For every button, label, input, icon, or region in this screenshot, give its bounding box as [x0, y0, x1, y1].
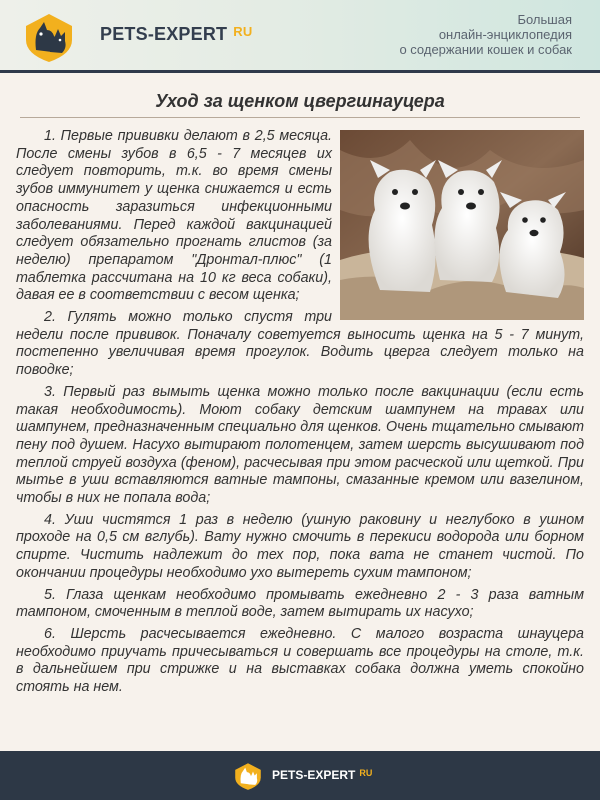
article-paragraph: 5. Глаза щенкам необходимо промывать ежедневно 2 - 3 раза ватным тампоном, смоченным в теплой воде, затем вытирать их насухо;: [16, 586, 584, 621]
article-paragraph: 2. Гулять можно только спустя три недели после прививок. Поначалу советуется выносить щенка на 5 - 7 минут, постепенно увеличивая время прогулок. Водить цверга следует только на поводке;: [16, 309, 584, 379]
title-divider: [20, 117, 580, 118]
brand-name: PETS-EXPERT: [100, 24, 228, 44]
site-tagline: [399, 12, 572, 57]
tagline-line: онлайн-энциклопедия: [438, 27, 572, 42]
site-brand[interactable]: [100, 24, 252, 45]
footer-brand-suffix: RU: [359, 768, 373, 778]
cat-dog-logo-icon[interactable]: [22, 10, 76, 64]
cat-dog-logo-icon[interactable]: [233, 761, 263, 791]
brand-suffix: RU: [233, 24, 253, 39]
article-body: [16, 128, 584, 701]
article-paragraph: 1. Первые прививки делают в 2,5 месяца. После смены зубов в 6,5 - 7 месяцев их следует повторить, т.к. во время смены зубов иммунитет у щенка снижается и есть опасность заразиться инфекционными заболеваниями. Перед каждой вакцинацией следует обязательно прогнать глистов (за неделю) препаратом "Дронтал-плюс" (1 таблетка рассчитана на 10 кг веса собаки), давая ее в соответствии с весом щенка;: [16, 128, 332, 304]
article-title: Уход за щенком цвергшнауцера: [155, 91, 445, 111]
article-paragraph: 3. Первый раз вымыть щенка можно только после вакцинации (если есть такая необходимость). Моют собаку детским шампунем на травах или шампунем, предназначенным специально для щенков. Очень тщательно смывают пену под душем. Насухо вытирают полотенцем, затем шерсть высушивают под теплой струей воздуха (феном), расчесывая при этом расческой или щеткой. При мытье в уши вставляются ватные тампоны, смазанные кремом или вазелином, чтобы в них не попала вода;: [16, 383, 584, 507]
site-footer: [0, 751, 600, 800]
site-header: [0, 0, 600, 73]
article-paragraph: 4. Уши чистятся 1 раз в неделю (ушную раковину и неглубоко в ушном проходе на 0,5 см вглубь). Вату нужно смочить в перекиси водорода или борном спирте. Чистить надлежит до тех пор, пока вата не станет чистой. По окончании процедуры необходимо ухо вытереть сухим тампоном;: [16, 511, 584, 581]
footer-brand[interactable]: [272, 768, 372, 782]
tagline-line: о содержании кошек и собак: [399, 42, 572, 57]
puppies-photo: [340, 130, 584, 320]
tagline-line: Большая: [517, 12, 572, 27]
article-paragraph: 6. Шерсть расчесывается ежедневно. С малого возраста шнауцера необходимо приучать причесываться и совершать все процедуры на столе, т.к. в дальнейшем при стрижке и на выставках собака должна уметь спокойно стоять на нем.: [16, 625, 584, 696]
footer-brand-name: PETS-EXPERT: [272, 768, 356, 782]
